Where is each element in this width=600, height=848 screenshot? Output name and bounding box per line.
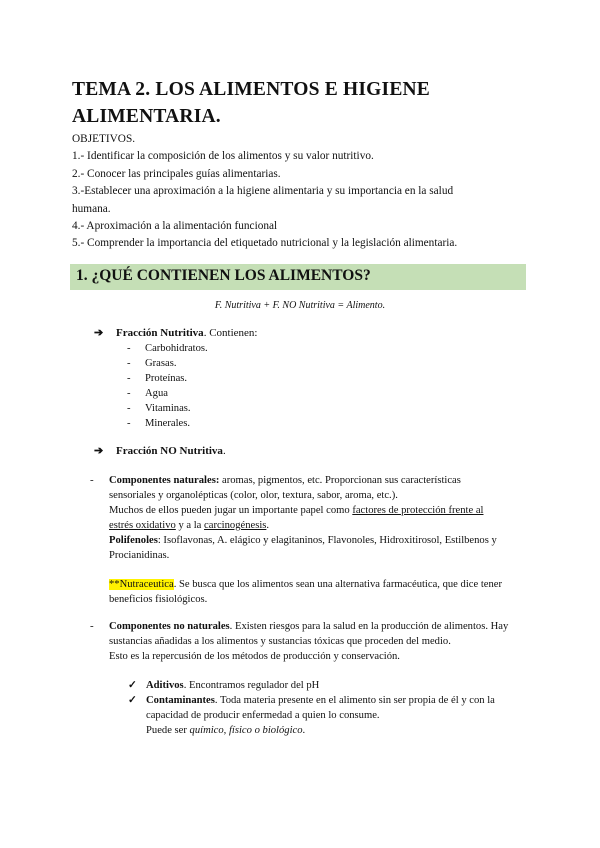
list-item: - Proteínas.	[127, 372, 188, 384]
objective-item: 1.- Identificar la composición de los alimentos y su valor nutritivo.	[72, 150, 374, 163]
arrow-right-icon: ➔	[94, 327, 104, 339]
contaminantes-item: ✓ Contaminantes. Toda materia presente en el alimento sin ser propia de él y con la capacidad de producir enfermedad a quien lo consume. Puede ser químico, físico o biológico.	[128, 695, 495, 736]
fraccion-no-nutritiva-label: Fracción NO Nutritiva	[116, 445, 223, 457]
carcinogenesis-link: carcinogénesis	[204, 519, 267, 531]
list-item: - Carbohidratos.	[127, 343, 208, 354]
fraccion-nutritiva-label: Fracción Nutritiva	[116, 327, 204, 339]
contaminantes-label: Contaminantes	[146, 695, 215, 706]
componentes-naturales-block: Componentes naturales: aromas, pigmentos, etc. Proporcionan sus características sensoriales y organolépticas (color, olor, textura, sabor, aroma, etc.). Muchos de ellos pueden jugar un importante papel como factores de protección frente al estrés oxidativo y a la carcinogénesis. Polifenoles: Isoflavonas, A. elágico y elagitaninos, Flavonoles, Hidroxitirosol, Estilbenos y Procianidinas. **Nutraceutica. Se busca que los alimentos sean una alternativa farmacéutica, que dice tener beneficios fisiológicos.	[109, 475, 502, 606]
section-heading: 1. ¿QUÉ CONTIENEN LOS ALIMENTOS?	[76, 267, 371, 284]
bullet-dash: -	[90, 474, 94, 486]
arrow-right-icon: ➔	[94, 445, 104, 457]
section-heading-bar	[70, 264, 526, 290]
objective-item: 4.- Aproximación a la alimentación funcional	[72, 220, 278, 233]
objectives-heading: OBJETIVOS.	[72, 133, 136, 145]
title-line-2: ALIMENTARIA.	[72, 106, 221, 127]
componentes-no-naturales-block: Componentes no naturales. Existen riesgos para la salud en la producción de alimentos. Hay sustancias añadidas a los alimentos y sustancias tóxicas que proceden del medio. Esto es la repercusión de los métodos de producción y conservación.	[109, 621, 509, 662]
polifenoles-label: Polifenoles	[109, 534, 158, 546]
check-mark-icon: ✓	[128, 695, 137, 706]
bullet-dash: -	[90, 620, 94, 632]
objective-item: 3.-Establecer una aproximación a la higiene alimentaria y su importancia en la salud	[72, 185, 454, 198]
nutrient-list	[127, 342, 208, 431]
componentes-no-naturales-label: Componentes no naturales	[109, 621, 230, 632]
list-item: - Minerales.	[127, 417, 191, 429]
check-mark-icon: ✓	[128, 680, 137, 691]
objective-item: humana.	[72, 202, 111, 215]
estres-oxidativo-link: estrés oxidativo	[109, 519, 176, 531]
objective-item: 2.- Conocer las principales guías alimentarias.	[72, 167, 281, 180]
fraccion-nutritiva-line	[94, 326, 257, 339]
page-title	[72, 76, 542, 130]
formula-line: F. Nutritiva + F. NO Nutritiva = Alimento.	[214, 300, 386, 311]
list-item: - Vitaminas.	[127, 402, 191, 414]
aditivos-item: ✓ Aditivos. Encontramos regulador del pH	[146, 679, 526, 694]
objective-item: 5.- Comprender la importancia del etiquetado nutricional y la legislación alimentaria.	[72, 237, 458, 250]
list-item: - Grasas.	[127, 357, 177, 369]
factores-proteccion-link: factores de protección frente al	[352, 504, 484, 516]
list-item: - Agua	[127, 387, 168, 399]
aditivos-label: Aditivos	[146, 680, 184, 691]
objectives-list	[72, 131, 532, 253]
fraccion-no-nutritiva-line: ➔ Fracción NO Nutritiva.	[94, 445, 226, 457]
nutraceutica-highlight: **Nutraceutica	[109, 579, 174, 591]
fraccion-nutritiva-rest: . Contienen:	[203, 327, 258, 339]
title-line-1: TEMA 2. LOS ALIMENTOS E HIGIENE	[72, 79, 431, 100]
componentes-naturales-label: Componentes naturales:	[109, 475, 220, 486]
